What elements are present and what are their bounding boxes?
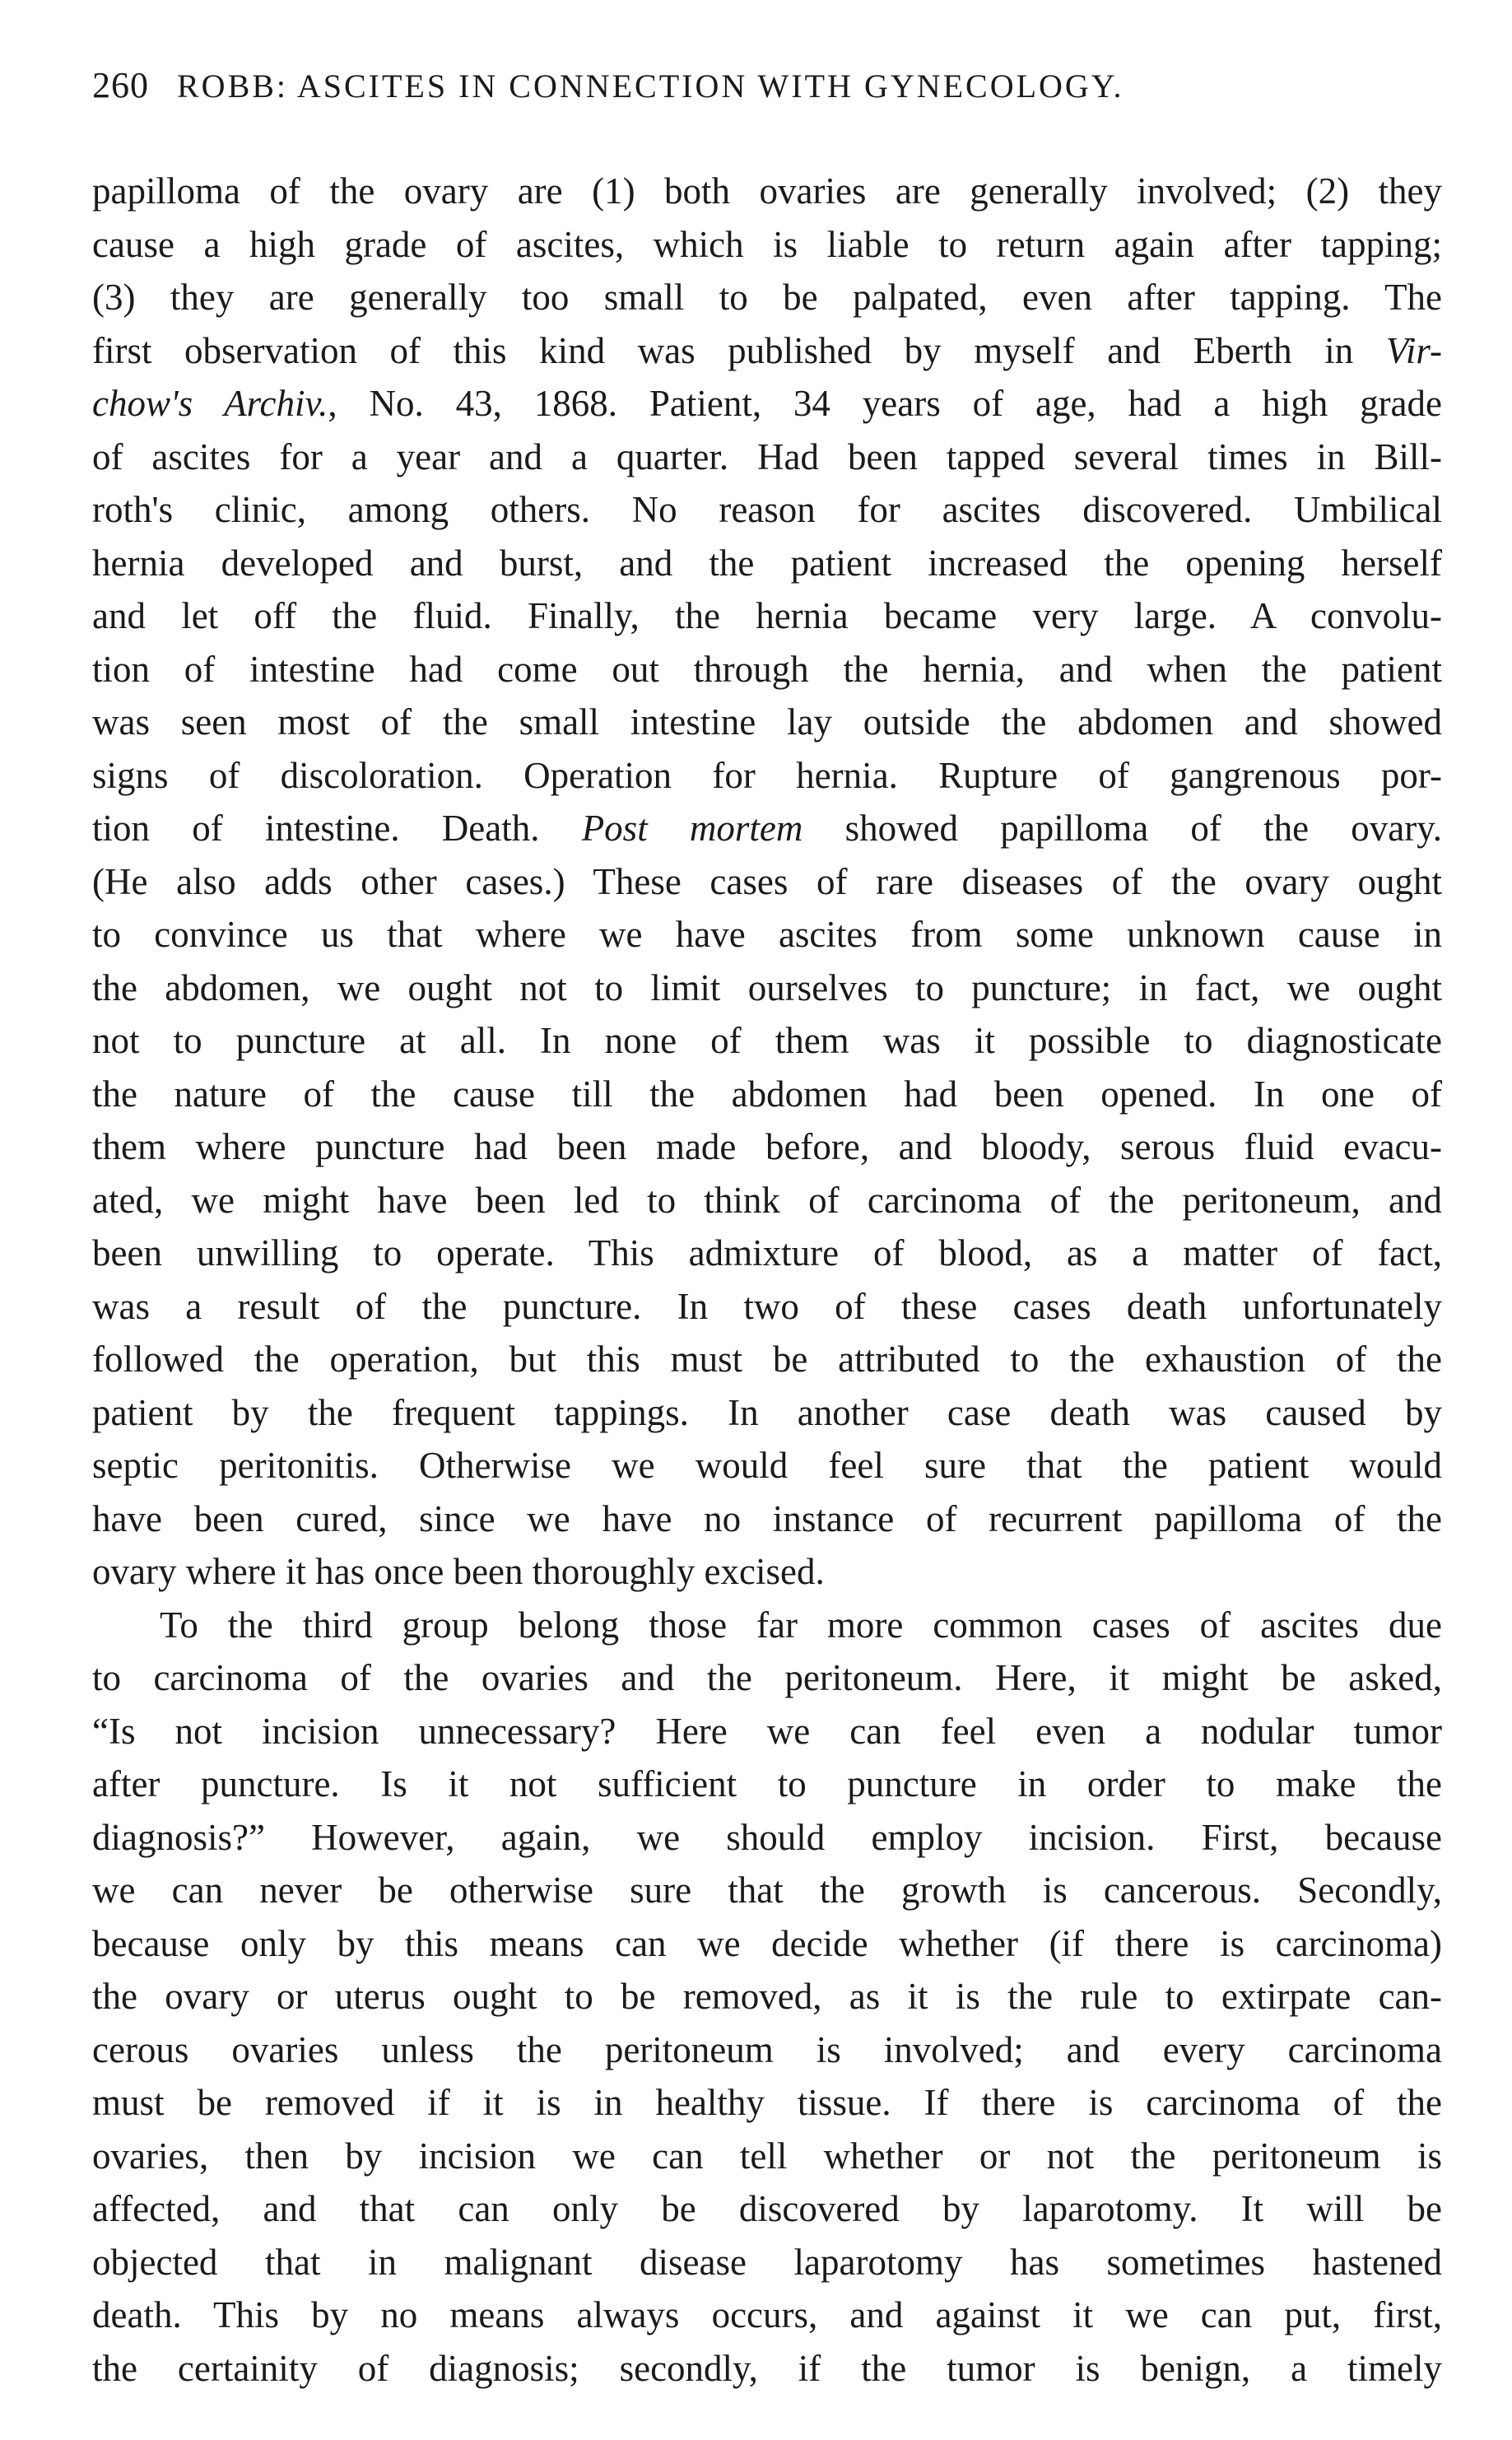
text-line: “Is not incision unnecessary? Here we can feel even a nodular tumor: [92, 1710, 1442, 1752]
text-line: the abdomen, we ought not to limit ourselves to puncture; in fact, we ought: [92, 966, 1442, 1008]
text-line: to convince us that where we have ascites from some unknown cause in: [92, 914, 1442, 955]
text-line: cerous ovaries unless the peritoneum is involved; and every carcinoma: [92, 2028, 1442, 2070]
text-line: tion of intestine had come out through the hernia, and when the patient: [92, 648, 1442, 690]
text-line: followed the operation, but this must be attributed to the exhaustion of the: [92, 1339, 1442, 1380]
italic-text: Vir-: [1385, 329, 1442, 371]
text-line: to carcinoma of the ovaries and the peritoneum. Here, it might be asked,: [92, 1657, 1442, 1698]
text-line: not to puncture at all. In none of them was it possible to diagnosticate: [92, 1020, 1442, 1061]
text-line: septic peritonitis. Otherwise we would feel sure that the patient would: [92, 1445, 1442, 1486]
text-line: death. This by no means always occurs, and against it we can put, first,: [92, 2294, 1442, 2335]
text-line: diagnosis?” However, again, we should employ incision. First, because: [92, 1816, 1442, 1858]
body-text: [92, 165, 1442, 2395]
text-line: was a result of the puncture. In two of these cases death unfortunately: [92, 1285, 1442, 1327]
text-line: was seen most of the small intestine lay outside the abdomen and showed: [92, 701, 1442, 743]
text-line: the nature of the cause till the abdomen had been opened. In one of: [92, 1073, 1442, 1115]
text-line: must be removed if it is in healthy tissue. If there is carcinoma of the: [92, 2082, 1442, 2123]
text-line: we can never be otherwise sure that the growth is cancerous. Secondly,: [92, 1870, 1442, 1911]
running-header: [92, 65, 1458, 105]
text-line: because only by this means can we decide whether (if there is carcinoma): [92, 1922, 1442, 1964]
text-line: papilloma of the ovary are (1) both ovaries are generally involved; (2) they: [92, 170, 1442, 212]
page-number: 260: [92, 65, 149, 105]
paragraph-end-line: ovary where it has once been thoroughly excised.: [92, 1551, 825, 1592]
text-line: chow's Archiv., No. 43, 1868. Patient, 34 years of age, had a high grade: [92, 383, 1442, 424]
text-line: hernia developed and burst, and the patient increased the opening herself: [92, 542, 1442, 584]
running-title: ROBB: ASCITES IN CONNECTION WITH GYNECOLOGY.: [177, 68, 1124, 105]
text-line: objected that in malignant disease laparotomy has sometimes hastened: [92, 2241, 1442, 2283]
italic-text: chow's Archiv.: [92, 383, 328, 424]
text-line: (He also adds other cases.) These cases of rare diseases of the ovary ought: [92, 860, 1442, 902]
text-line: cause a high grade of ascites, which is liable to return again after tapping;: [92, 223, 1442, 265]
text-line: (3) they are generally too small to be palpated, even after tapping. The: [92, 277, 1442, 318]
text-line: tion of intestine. Death. Post mortem showed papilloma of the ovary.: [92, 808, 1442, 849]
text-line: the ovary or uterus ought to be removed, as it is the rule to extirpate can-: [92, 1976, 1442, 2017]
text-line: first observation of this kind was published by myself and Eberth in Vir-: [92, 329, 1442, 371]
italic-text: Post mortem: [581, 808, 803, 849]
text-line: affected, and that can only be discovered by laparotomy. It will be: [92, 2188, 1442, 2229]
text-line: and let off the fluid. Finally, the hernia became very large. A convolu-: [92, 595, 1442, 636]
text-line: them where puncture had been made before, and bloody, serous fluid evacu-: [92, 1126, 1442, 1167]
text-line: ated, we might have been led to think of carcinoma of the peritoneum, and: [92, 1179, 1442, 1221]
text-line: patient by the frequent tappings. In another case death was caused by: [92, 1391, 1442, 1433]
text-line: have been cured, since we have no instance of recurrent papilloma of the: [92, 1497, 1442, 1539]
text-line: ovaries, then by incision we can tell whether or not the peritoneum is: [92, 2135, 1442, 2177]
paragraph-start-line: To the third group belong those far more common cases of ascites due: [160, 1604, 1442, 1646]
text-line: been unwilling to operate. This admixture of blood, as a matter of fact,: [92, 1232, 1442, 1274]
text-line: of ascites for a year and a quarter. Had been tapped several times in Bill-: [92, 435, 1442, 477]
text-line: the certainity of diagnosis; secondly, if the tumor is benign, a timely: [92, 2347, 1442, 2389]
text-line: after puncture. Is it not sufficient to puncture in order to make the: [92, 1763, 1442, 1804]
text-line: signs of discoloration. Operation for hernia. Rupture of gangrenous por-: [92, 754, 1442, 796]
text-line: roth's clinic, among others. No reason for ascites discovered. Umbilical: [92, 489, 1442, 530]
